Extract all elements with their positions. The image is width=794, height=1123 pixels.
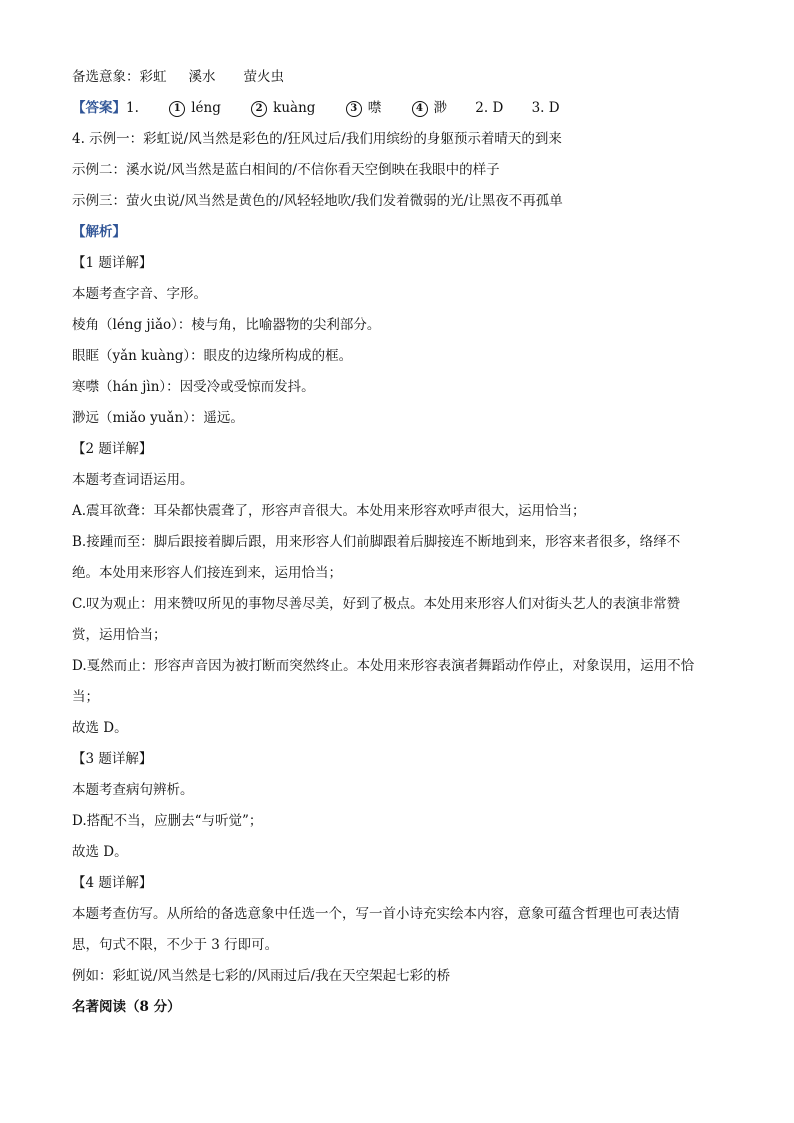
body-line: 寒噤（hán jìn）：因受冷或受惊而发抖。	[72, 379, 315, 395]
answer-option: kuàng	[273, 100, 316, 116]
answer-line	[72, 93, 724, 124]
body-line: 本题考查仿写。从所给的备选意象中任选一个，写一首小诗充实绘本内容，意象可蕴含哲理也可表达情	[72, 906, 680, 922]
images-label: 备选意象：	[72, 69, 140, 85]
answer-option: 噤	[367, 100, 382, 116]
circled-number-icon: 2	[251, 101, 267, 117]
body-line: 故选 D。	[72, 844, 128, 860]
body-line: 当；	[72, 689, 99, 705]
document-page	[72, 62, 724, 1023]
body-line: 本题考查词语运用。	[72, 472, 194, 488]
body-line: 渺远（miǎo yuǎn）：遥远。	[72, 410, 244, 426]
image-item: 彩虹	[139, 69, 167, 85]
answer-option: léng	[191, 100, 221, 116]
answer-q1-number: 1.	[126, 100, 139, 116]
body-line: 赏，运用恰当；	[72, 627, 167, 643]
body-line: D.戛然而止：形容声音因为被打断而突然终止。本处用来形容表演者舞蹈动作停止，对象误用，运用不恰	[72, 658, 695, 674]
image-item: 萤火虫	[243, 69, 284, 85]
body-line: 眼眶（yǎn kuàng）：眼皮的边缘所构成的框。	[72, 348, 353, 364]
reading-section-heading: 名著阅读（8 分）	[72, 999, 181, 1015]
answer-q2: 2. D	[475, 100, 504, 116]
body-line: 本题考查病句辨析。	[72, 782, 194, 798]
example-line: 4. 示例一：彩虹说/风当然是彩色的/狂风过后/我们用缤纷的身躯预示着晴天的到来	[72, 131, 562, 147]
answer-q3: 3. D	[531, 100, 560, 116]
circled-number-icon: 4	[412, 101, 428, 117]
circled-number-icon: 3	[346, 101, 362, 117]
body-line: C.叹为观止：用来赞叹所见的事物尽善尽美，好到了极点。本处用来形容人们对街头艺人的表演非常赞	[72, 596, 681, 612]
body-line: B.接踵而至：脚后跟接着脚后跟，用来形容人们前脚跟着后脚接连不断地到来，形容来者很多，络绎不	[72, 534, 681, 550]
image-item: 溪水	[188, 69, 216, 85]
example-line: 示例三：萤火虫说/风当然是黄色的/风轻轻地吹/我们发着微弱的光/让黑夜不再孤单	[72, 193, 563, 209]
circled-number-icon: 1	[169, 101, 185, 117]
section-heading: 【4 题详解】	[72, 875, 153, 891]
section-heading: 【3 题详解】	[72, 751, 153, 767]
body-line: A.震耳欲聋：耳朵都快震聋了，形容声音很大。本处用来形容欢呼声很大，运用恰当；	[72, 503, 586, 519]
body-line: 棱角（léng jiǎo）：棱与角，比喻器物的尖利部分。	[72, 317, 381, 333]
images-line	[72, 62, 724, 93]
example-line: 示例二：溪水说/风当然是蓝白相间的/不信你看天空倒映在我眼中的样子	[72, 162, 500, 178]
analysis-tag: 【解析】	[72, 224, 126, 240]
section-heading: 【1 题详解】	[72, 255, 153, 271]
body-line: D.搭配不当，应删去“与听觉”；	[72, 813, 263, 829]
body-line: 本题考查字音、字形。	[72, 286, 207, 302]
body-line: 故选 D。	[72, 720, 128, 736]
answer-option: 渺	[433, 100, 447, 116]
analysis-heading	[72, 217, 724, 248]
body-line: 例如：彩虹说/风当然是七彩的/风雨过后/我在天空架起七彩的桥	[72, 968, 451, 984]
body-line: 绝。本处用来形容人们接连到来，运用恰当；	[72, 565, 342, 581]
body-line: 思，句式不限，不少于 3 行即可。	[72, 937, 279, 953]
section-heading: 【2 题详解】	[72, 441, 153, 457]
answer-tag: 【答案】	[72, 100, 126, 116]
